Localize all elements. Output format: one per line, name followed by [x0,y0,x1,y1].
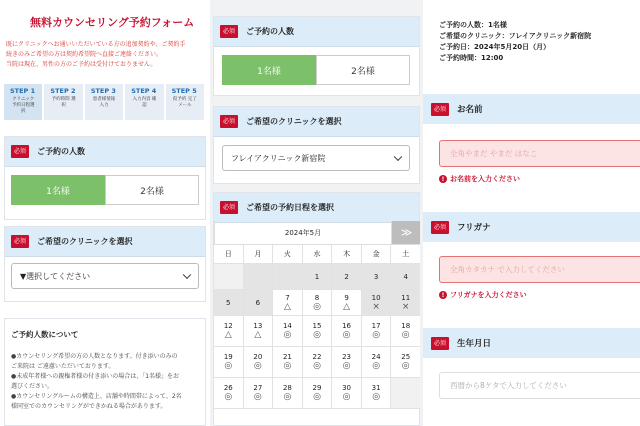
calendar [214,221,420,409]
calendar-day[interactable] [362,316,392,347]
calendar-day [332,264,362,290]
calendar-empty-cell [214,264,244,290]
note-line: ●カウンセリング希望の方の人数となります。付き添いのみの [11,353,178,360]
weekday-header: 月 [244,245,274,264]
birth-label: 生年月日 [457,339,492,349]
availability-mark: △ [254,330,262,340]
note-body [11,352,199,412]
calendar-day[interactable] [303,290,333,316]
day-number: 27 [253,384,263,392]
clinic-select-value: ▼選択してください [20,271,91,281]
name-section [423,94,640,194]
name-input[interactable]: 全角やまだ やまだ はなこ [439,140,640,167]
people-selector [222,55,410,85]
day-number: 23 [342,353,352,361]
calendar-day [391,264,420,290]
calendar-day[interactable] [332,378,362,409]
calendar-day[interactable] [362,347,392,378]
day-number: 12 [223,322,233,330]
day-number: 25 [401,353,411,361]
availability-mark: ◎ [313,361,321,371]
intro-line: 既にクリニックへお通いいただいている方の追加契約や、ご契約手 [6,41,186,48]
people-panel-header [214,17,419,47]
birthdate-input[interactable]: 西暦から8ケタで入力してください [439,372,640,399]
calendar-day [362,290,392,316]
calendar-day [391,290,420,316]
clinic-select-value: フレイアクリニック新宿院 [231,153,326,163]
weekday-header: 火 [273,245,303,264]
required-badge: 必須 [431,221,449,234]
calendar-day[interactable] [303,316,333,347]
day-number: 4 [403,272,408,281]
availability-mark: × [372,301,380,312]
day-number: 11 [401,293,411,302]
birth-section [423,328,640,426]
day-number: 2 [344,272,349,281]
availability-mark: ◎ [401,330,410,340]
availability-mark: ◎ [283,361,292,371]
clinic-panel-title: ご希望のクリニックを選択 [37,237,133,246]
day-number: 14 [282,322,292,330]
kana-header [423,212,640,242]
weekday-header: 金 [362,245,392,264]
calendar-day[interactable] [303,378,333,409]
availability-mark: ◎ [342,361,351,371]
calendar-day[interactable] [244,378,274,409]
kana-section [423,212,640,312]
required-badge: 必須 [431,103,449,116]
reservation-summary [439,20,591,64]
note-line: 選びください。 [11,383,54,390]
people-panel-mid [213,16,420,96]
availability-mark: ◎ [401,361,410,371]
availability-mark: ◎ [372,392,381,402]
calendar-header [214,221,420,245]
note-line: ご来院は ご遠慮いただいております。 [11,363,115,370]
availability-mark: ◎ [253,361,262,371]
calendar-day[interactable] [303,347,333,378]
clinic-panel-header [5,227,205,257]
calendar-month: 2024年5月 [214,221,392,244]
calendar-grid [214,245,420,409]
summary-line: ご予約の人数：1名様 [439,21,507,29]
day-number: 21 [282,353,292,361]
required-badge: 必須 [220,25,238,38]
day-number: 28 [282,384,292,392]
availability-mark: ◎ [372,361,381,371]
birth-header [423,328,640,358]
availability-mark: △ [224,330,232,340]
required-badge: 必須 [11,235,29,248]
calendar-day[interactable] [391,316,420,347]
date-panel [213,192,420,426]
chevron-down-icon [183,271,191,279]
note-title: ご予約人数について [11,330,79,339]
required-badge: 必須 [220,201,238,214]
step-2: STEP 2 予約時間 選択 [44,84,82,120]
people-panel-title: ご予約の人数 [246,27,295,36]
day-number: 8 [314,293,320,302]
calendar-empty-cell [273,264,303,290]
step-4: STEP 4 入力内容 確認 [125,84,163,120]
intro-notice [6,40,206,70]
calendar-day[interactable] [332,316,362,347]
date-panel-header [214,193,419,223]
day-number: 9 [344,293,349,302]
step-3: STEP 3 患者様情報 入力 [85,84,123,120]
kana-error-text: フリガナを入力ください [450,291,527,299]
calendar-day[interactable] [214,347,244,378]
name-label: お名前 [457,105,483,115]
required-badge: 必須 [11,145,29,158]
availability-mark: ◎ [283,392,292,402]
error-icon: ! [439,291,447,299]
availability-mark: ◎ [224,361,233,371]
people-note-panel [4,318,206,426]
note-line: 様同室でのカウンセリングができかねる場合があります。 [11,403,167,410]
day-number: 19 [223,353,233,361]
day-number: 26 [223,384,233,392]
availability-mark: △ [283,301,291,312]
availability-mark: ◎ [253,392,262,402]
weekday-header: 土 [391,245,420,264]
calendar-day[interactable] [273,290,303,316]
day-number: 24 [371,353,381,361]
people-option-2[interactable]: 2名様 [316,55,410,85]
people-option-2[interactable]: 2名様 [105,175,199,205]
day-number: 6 [255,298,261,307]
calendar-day[interactable] [273,347,303,378]
summary-line: ご予約時間：12:00 [439,54,504,62]
weekday-header: 木 [332,245,362,264]
next-month-button[interactable]: ≫ [392,221,420,244]
day-number: 13 [253,322,263,330]
intro-line: 続きのみご希望の方は契約希望院へ直接ご連絡ください。 [6,51,163,58]
kana-label: フリガナ [457,223,491,233]
day-number: 20 [253,353,263,361]
availability-mark: × [401,301,410,312]
availability-mark: ◎ [283,330,292,340]
calendar-day[interactable] [332,347,362,378]
clinic-panel [4,226,206,302]
calendar-day[interactable] [391,347,420,378]
step-progress [4,84,206,120]
intro-line: 当院は現在、男性の方のご予約は受付けておりません。 [6,61,157,68]
summary-line: ご希望のクリニック：フレイアクリニック新宿院 [439,32,592,40]
calendar-day[interactable] [273,378,303,409]
note-line: ●カウンセリングルームの構造上、店舗や時間帯によって、2名 [11,393,182,400]
calendar-day [244,290,274,316]
people-panel-header [5,137,205,167]
name-header [423,94,640,124]
left-form-column [0,0,210,426]
day-number: 29 [312,384,322,392]
name-error [439,174,520,184]
step-5: STEP 5 仮予約 完了メール [166,84,204,120]
day-number: 30 [342,384,352,392]
calendar-empty-cell [391,378,420,409]
availability-mark: ◎ [313,301,321,312]
people-panel [4,136,206,220]
availability-mark: ◎ [342,392,351,402]
day-number: 3 [373,272,379,281]
weekday-header: 水 [303,245,333,264]
required-badge: 必須 [220,115,238,128]
calendar-day[interactable] [214,316,244,347]
calendar-day[interactable] [244,316,274,347]
step-1: STEP 1 クリニック 予約日程選択 [4,84,42,120]
availability-mark: ◎ [313,392,321,402]
day-number: 31 [371,384,381,392]
chevron-down-icon [394,153,402,161]
availability-mark: ◎ [342,330,351,340]
calendar-day[interactable] [214,378,244,409]
people-selector [11,175,199,205]
calendar-empty-cell [244,264,274,290]
note-line: ●未成年者様への親権者様の付き添いの場合は、「1名様」をお [11,373,180,380]
day-number: 22 [312,353,322,361]
middle-form-column [213,0,420,426]
people-panel-title: ご予約の人数 [37,147,86,156]
day-number: 7 [285,293,290,302]
availability-mark: △ [343,301,351,312]
day-number: 5 [226,298,231,307]
calendar-day[interactable] [273,316,303,347]
calendar-day[interactable] [362,378,392,409]
day-number: 10 [371,293,381,302]
clinic-panel-mid [213,106,420,184]
day-number: 16 [342,322,352,330]
people-option-1[interactable]: 1名様 [11,175,105,205]
weekday-header: 日 [214,245,244,264]
kana-input[interactable]: 全角カタカナ で入力してください [439,256,640,283]
kana-error [439,290,527,300]
day-number: 17 [371,322,381,330]
clinic-panel-header [214,107,419,137]
calendar-day[interactable] [244,347,274,378]
availability-mark: ◎ [224,392,233,402]
date-panel-title: ご希望の予約日程を選択 [246,203,335,212]
right-form-column [423,0,640,426]
summary-line: ご予約日：2024年5月20日（月） [439,43,551,51]
calendar-day [303,264,333,290]
calendar-day [214,290,244,316]
error-icon: ! [439,175,447,183]
clinic-select[interactable] [222,145,410,171]
people-option-1[interactable]: 1名様 [222,55,316,85]
day-number: 1 [314,272,320,281]
day-number: 15 [312,322,322,330]
availability-mark: ◎ [372,330,381,340]
availability-mark: ◎ [313,330,321,340]
day-number: 18 [401,322,411,330]
calendar-day[interactable] [332,290,362,316]
clinic-select[interactable] [11,263,199,289]
name-error-text: お名前を入力ください [450,175,520,183]
clinic-panel-title: ご希望のクリニックを選択 [246,117,342,126]
calendar-day [362,264,392,290]
required-badge: 必須 [431,337,449,350]
form-title: 無料カウンセリング予約フォーム [30,16,195,29]
